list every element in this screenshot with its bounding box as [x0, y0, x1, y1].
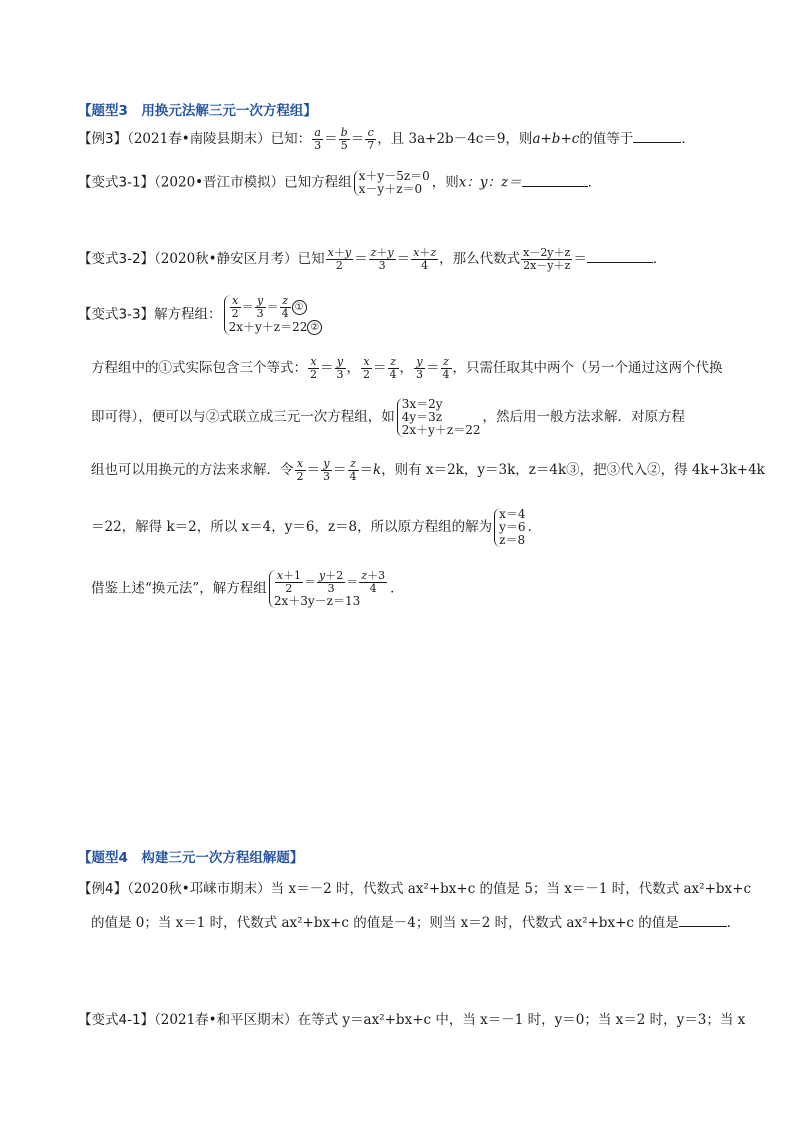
fraction-c-7: $\frac{c}{7}$: [367, 126, 375, 152]
paragraph-2: 即可得），便可以与②式联立成三元一次方程组，如 3x＝2y 4y＝3z 2x＋y＋z＝22 ，然后用一般方法求解．对原方程: [91, 397, 686, 437]
answer-blank[interactable]: [522, 172, 588, 187]
example-4: 【例4】（2020秋•邛崃市期末）当 x＝－2 时，代数式 ax²+bx+c 的值是 5；当 x＝－1 时，代数式 ax²+bx+c: [78, 881, 752, 897]
fraction-a-3: $\frac{a}{3}$: [314, 126, 322, 152]
example-expr: a+b+c: [532, 131, 580, 147]
variant-3-1: 【变式3-1】（2020•晋江市模拟）已知方程组 x＋y－5z＝0 x－y＋z＝0 ，则x：y：z＝ ．: [78, 169, 602, 196]
solution-system: x＝4 y＝6 z＝8: [494, 508, 525, 547]
answer-blank[interactable]: [633, 128, 681, 143]
fraction: $\frac{x+z}{4}$: [413, 246, 437, 272]
equation-system: $\frac{x}{2}$ ＝ $\frac{y}{3}$ ＝ $\frac{z}{4}$ ① 2x＋y＋z＝22 ②: [224, 295, 323, 335]
paragraph-5: 借鉴上述“换元法”，解方程组 $\frac{x+1}{2}$ ＝ $\frac{y+2}{3}$ ＝ $\frac{z+3}{4}$ 2x＋3y－z＝13 ．: [91, 569, 404, 608]
variant-3-2: 【变式3-2】（2020秋•静安区月考）已知 $\frac{x+y}{2}$ ＝ $\frac{z+y}{3}$ ＝ $\frac{x+z}{4}$ ，那么代数式 $\frac{x-2y+z}{2x-y+z}$ ＝ ．: [78, 246, 667, 272]
variant-label: 【变式3-1】: [78, 174, 155, 191]
variant-text: ，则: [431, 174, 459, 191]
paragraph-3: 组也可以用换元的方法来求解．令 $\frac{x}{2}$ ＝ $\frac{y}{3}$ ＝ $\frac{z}{4}$ ＝k，则有 x＝2k，y＝3k，z＝4k③，把③代入②，得 4k+3k+4k: [91, 457, 765, 483]
section-title-4: 【题型4 构建三元一次方程组解题】: [78, 850, 304, 866]
variant-text: 解方程组：: [154, 306, 222, 323]
fraction: $\frac{x+y}{2}$: [327, 246, 352, 272]
example-text: ，且 3a+2b－4c＝9，则: [377, 131, 533, 147]
paragraph-1: 方程组中的①式实际包含三个等式： $\frac{x}{2}$ ＝ $\frac{y}{3}$ ， $\frac{x}{2}$ ＝ $\frac{z}{4}$ ， $\frac{y}{3}$ ＝ $\frac{z}{4}$ ，只需任取其中两个（另一个通过这两个代换: [91, 355, 723, 381]
answer-blank[interactable]: [679, 912, 727, 927]
variant-text: ，那么代数式: [439, 251, 521, 267]
variant-label: 【变式3-2】: [78, 251, 155, 267]
variant-label: 【变式4-1】: [78, 1012, 155, 1028]
ratio-expr: x：y：z＝: [458, 174, 522, 191]
example-4-line-2: 的值是 0；当 x＝1 时，代数式 ax²+bx+c 的值是－4；则当 x＝2 时，代数式 ax²+bx+c 的值是 ．: [91, 912, 740, 933]
answer-blank[interactable]: [587, 248, 653, 263]
example-source: （2021春•南陵县期末）已知：: [127, 131, 312, 147]
variant-source: （2020•晋江市模拟）已知方程组: [154, 174, 352, 191]
equation-system: x＋y－5z＝0 x－y＋z＝0: [354, 170, 430, 196]
variant-4-1: 【变式4-1】（2021春•和平区期末）在等式 y＝ax²+bx+c 中，当 x＝－1 时，y＝0；当 x＝2 时，y＝3；当 x: [78, 1012, 746, 1028]
fraction: $\frac{z+y}{3}$: [370, 246, 394, 272]
variant-source: （2020秋•静安区月考）已知: [154, 251, 325, 267]
example-3: 【例3】（2021春•南陵县期末）已知： $\frac{a}{3}$ ＝ $\frac{b}{5}$ ＝ $\frac{c}{7}$ ，且 3a+2b－4c＝9，则a+b+c的值等于 ．: [78, 126, 695, 152]
fraction-b-5: $\frac{b}{5}$: [340, 126, 348, 152]
example-label: 【例3】: [78, 131, 128, 147]
example-text-end: 的值等于: [579, 131, 634, 147]
equation-system: $\frac{x+1}{2}$ ＝ $\frac{y+2}{3}$ ＝ $\frac{z+3}{4}$ 2x＋3y－z＝13: [269, 570, 388, 608]
variant-3-3: [78, 295, 324, 335]
equation-system: 3x＝2y 4y＝3z 2x＋y＋z＝22: [397, 398, 481, 437]
section-title-3: 【题型3 用换元法解三元一次方程组】: [78, 103, 317, 119]
example-label: 【例4】: [78, 881, 128, 897]
algebraic-fraction: $\frac{x-2y+z}{2x-y+z}$: [523, 246, 571, 272]
variant-label: 【变式3-3】: [78, 306, 155, 323]
paragraph-4: ＝22，解得 k＝2，所以 x＝4，y＝6，z＝8，所以原方程组的解为 x＝4 y＝6 z＝8 ．: [91, 507, 542, 547]
